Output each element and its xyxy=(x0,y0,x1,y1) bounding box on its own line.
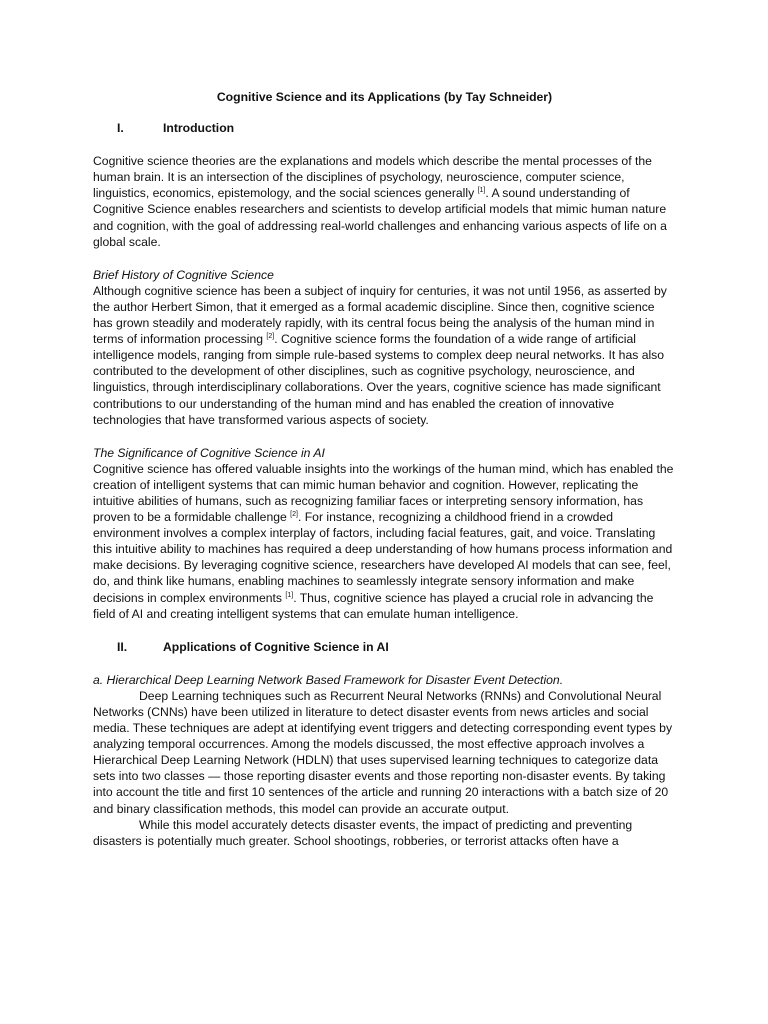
significance-text-c: . Thus, cognitive science has played a crucial role in advancing the field of AI and creating intelligent systems that can emulate human intelligence. xyxy=(93,590,654,621)
significance-text-b: . For instance, recognizing a childhood friend in a crowded environment involves a complex interplay of factors, including facial features, gait, and voice. Translating this intuitive ability to machines has required a deep understanding of how humans process information and make decisions. By leveraging cognitive science, researchers have developed AI models that can see, feel, do, and think like humans, enabling machines to seamlessly integrate sensory information and make decisions in complex environments xyxy=(93,510,673,605)
significance-paragraph xyxy=(93,461,676,622)
citation-ref: [1] xyxy=(285,591,294,599)
citation-ref: [2] xyxy=(266,333,275,341)
section-number: II. xyxy=(117,639,128,654)
history-text-b: . Cognitive science forms the foundation of a wide range of artificial intelligence models, ranging from simple rule-based systems to complex deep neural networks. It has also contributed to the development of other disciplines, such as cognitive psychology, neuroscience, and linguistics, through interdisciplinary collaborations. Over the years, cognitive science has made significant contributions to our understanding of the human mind and has enabled the creation of innovative technologies that have transformed various aspects of society. xyxy=(93,332,665,427)
history-text-a: Although cognitive science has been a subject of inquiry for centuries, it was not until 1956, as asserted by the author Herbert Simon, that it emerged as a formal academic discipline. Since then, cognitive science has grown steadily and moderately rapidly, with its central focus being the analysis of the human mind in terms of information processing xyxy=(93,283,667,347)
hdln-paragraph-1: Deep Learning techniques such as Recurrent Neural Networks (RNNs) and Convolutional Neural Networks (CNNs) have been utilized in literature to detect disaster events from news articles and social media. These techniques are adept at identifying event triggers and detecting corresponding event types by analyzing temporal occurrences. Among the models discussed, the most effective approach involves a Hierarchical Deep Learning Network (HDLN) that uses supervised learning techniques to categorize data sets into two classes — those reporting disaster events and those reporting non-disaster events. By taking into account the title and first 10 sentences of the article and running 20 interactions with a batch size of 20 and binary classification methods, this model can provide an accurate output. xyxy=(93,688,673,816)
intro-text-b: . A sound understanding of Cognitive Science enables researchers and scientists to develop artificial models that mimic human nature and cognition, with the goal of addressing real-world challenges and enhancing various aspects of life on a global scale. xyxy=(93,186,667,249)
subsection-title-history: Brief History of Cognitive Science xyxy=(93,267,274,282)
section-title: Applications of Cognitive Science in AI xyxy=(163,639,389,654)
document-title: Cognitive Science and its Applications (by Tay Schneider) xyxy=(216,90,553,104)
subsection-title-hdln: a. Hierarchical Deep Learning Network Based Framework for Disaster Event Detection. xyxy=(93,672,564,687)
hdln-paragraph-2: While this model accurately detects disaster events, the impact of predicting and preventing disasters is potentially much greater. School shootings, robberies, or terrorist attacks often have a xyxy=(93,817,633,848)
history-paragraph xyxy=(93,283,676,428)
citation-ref: [1] xyxy=(477,187,486,195)
citation-ref: [2] xyxy=(290,511,298,518)
section-title: Introduction xyxy=(163,121,235,136)
section-number: I. xyxy=(117,121,124,136)
intro-text-a: Cognitive science theories are the explanations and models which describe the mental processes of the human brain. It is an intersection of the disciplines of psychology, neuroscience, computer science, linguistics, economics, epistemology, and the social sciences generally xyxy=(93,154,652,201)
intro-paragraph xyxy=(93,153,676,250)
section-heading-introduction xyxy=(93,120,676,136)
subsection-title-significance: The Significance of Cognitive Science in AI xyxy=(93,445,325,460)
section-heading-applications xyxy=(93,639,676,655)
significance-text-a: Cognitive science has offered valuable insights into the workings of the human mind, which has enabled the creation of intelligent systems that can mimic human behavior and cognition. However, replicating the intuitive abilities of humans, such as recognizing familiar faces or interpreting sensory information, has proven to be a formidable challenge xyxy=(93,461,674,525)
